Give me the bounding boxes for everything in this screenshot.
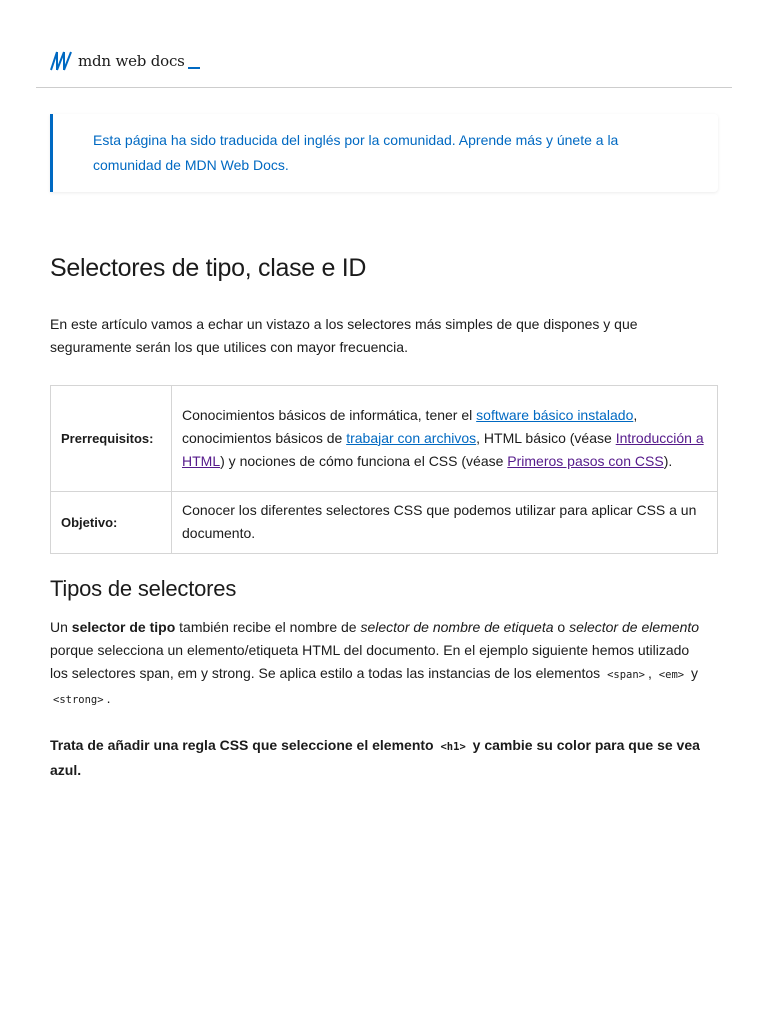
translation-notice-text[interactable]: Esta página ha sido traducida del inglés por la comunidad. Aprende más y únete a la comunidad de MDN Web Docs.	[93, 132, 619, 173]
para-italic-term: selector de elemento	[569, 619, 700, 635]
site-header	[36, 0, 732, 88]
para-italic-term: selector de nombre de etiqueta	[360, 619, 554, 635]
page-title: Selectores de tipo, clase e ID	[50, 254, 367, 282]
prerequisites-label: Prerrequisitos:	[51, 386, 172, 492]
link-working-with-files[interactable]: trabajar con archivos	[346, 429, 477, 446]
prereq-text-5: ).	[663, 452, 673, 469]
prerequisites-cell	[172, 386, 718, 492]
objective-cell: Conocer los diferentes selectores CSS que podemos utilizar para aplicar CSS a un documento.	[172, 492, 718, 554]
mdn-logo-link[interactable]	[50, 49, 200, 73]
prereq-text-2: , conocimientos básicos de	[182, 406, 638, 446]
objective-label: Objetivo:	[51, 492, 172, 554]
prereq-text-4: ) y nociones de cómo funciona el CSS (véase	[220, 452, 508, 469]
para-text: también recibe el nombre de	[175, 619, 361, 635]
intro-paragraph: En este artículo vamos a echar un vistazo a los selectores más simples de que dispones y que seguramente serán los que utilices con mayor frecuencia.	[50, 316, 638, 355]
code-strong: <strong>	[53, 694, 104, 706]
translation-notice	[50, 114, 718, 192]
table-row-prerequisites	[51, 386, 718, 492]
task-paragraph	[50, 734, 710, 782]
para-text: o	[553, 619, 570, 635]
para-text: porque selecciona un elemento/etiqueta HTML del documento. En el ejemplo siguiente hemos utilizado los selectores span, em y strong. Se aplica estilo a todas las instancias de los elementos	[50, 642, 690, 681]
learning-info-table	[50, 385, 718, 554]
code-span: <span>	[607, 669, 646, 681]
para-bold-term: selector de tipo	[71, 619, 176, 635]
prereq-text-1: Conocimientos básicos de informática, tener el	[182, 406, 477, 423]
code-em: <em>	[658, 669, 685, 681]
task-text: Trata de añadir una regla CSS que seleccione el elemento	[50, 737, 438, 753]
section-paragraph	[50, 616, 710, 712]
code-h1: <h1>	[440, 741, 466, 753]
para-text: ,	[648, 665, 656, 681]
task-text: y cambie su color para que se vea azul.	[50, 737, 700, 778]
para-text: Un	[50, 619, 72, 635]
table-row-objective	[51, 492, 718, 554]
link-software-installed[interactable]: software básico instalado	[476, 406, 634, 423]
link-first-steps-css[interactable]: Primeros pasos con CSS	[507, 452, 664, 469]
prereq-text-3: , HTML básico (véase	[476, 429, 616, 446]
para-text: .	[106, 690, 111, 706]
logo-text: mdn web docs	[78, 52, 185, 70]
section-title: Tipos de selectores	[50, 576, 237, 601]
link-intro-html[interactable]: Introducción a HTML	[182, 429, 704, 469]
mdn-m-logo-icon	[50, 51, 72, 71]
logo-cursor	[188, 67, 200, 69]
para-text: y	[687, 665, 698, 681]
